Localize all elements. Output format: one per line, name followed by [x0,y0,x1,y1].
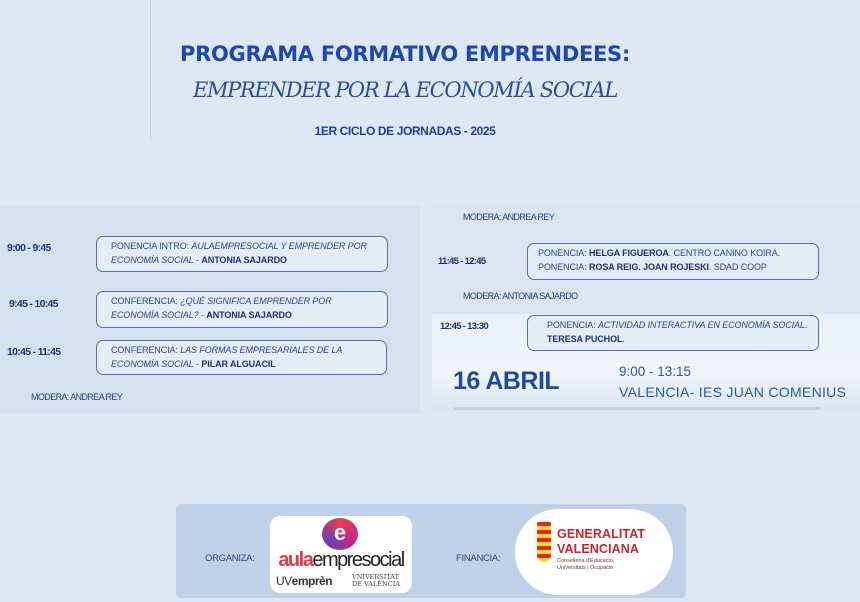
moderator-label: MODERA: ANTONIA SAJARDO [463,291,578,301]
session-kind: CONFERENCIA: [111,296,181,306]
session-topic: LAS FORMAS EMPRESARIALES DE LA ECONOMÍA SOCIAL [111,345,342,369]
gv-department: Conselleria d'Educació, Universitats i Ocupació [557,558,615,572]
session-kind: PONENCIA: [547,320,599,330]
session-topic: ¿QUÉ SIGNIFICA EMPRENDER POR ECONOMÍA SOCIAL? [111,296,332,320]
event-venue: VALENCIA- IES JUAN COMENIUS [619,384,847,400]
session-speaker: TERESA PUCHOL [547,333,623,344]
panel-underline [454,407,820,410]
session-line: PONENCIA: HELGA FIGUEROA. CENTRO CANINO KOIRA. [538,248,781,258]
aulaempresocial-logo [270,516,412,593]
session-time: 11:45 - 12:45 [438,256,486,267]
event-date: 16 ABRIL [453,367,560,395]
session-kind: CONFERENCIA: [111,345,181,355]
aula-mark-icon: e [322,518,358,550]
moderator-label: MODERA: ANDREA REY [31,392,123,402]
cycle-label: 1ER CICLO DE JORNADAS - 2025 [314,124,496,138]
session-line: PONENCIA: ROSA REIG. JOAN ROJESKI. SDAD COOP [538,261,767,272]
session-box: PONENCIA INTRO: AULAEMPRESOCIAL Y EMPRENDER POR ECONOMÍA SOCIAL - ANTONIA SAJARDO [96,236,388,272]
university-wordmark: VNIVERSITAT DE VALÈNCIA [352,573,400,589]
session-time: 12:45 - 13:30 [440,321,488,332]
session-speaker: PILAR ALGUACIL [201,358,276,369]
uvempren-wordmark: UVemprèn [276,574,333,588]
organiza-label: ORGANIZA: [205,553,255,564]
financia-label: FINANCIA: [456,553,501,564]
session-speaker: ANTONIA SAJARDO [206,309,292,320]
header-divider [150,0,151,140]
session-kind: PONENCIA INTRO: [111,241,192,251]
page-subtitle: EMPRENDER POR LA ECONOMÍA SOCIAL [192,78,618,102]
session-box: CONFERENCIA: ¿QUÉ SIGNIFICA EMPRENDER POR ECONOMÍA SOCIAL? - ANTONIA SAJARDO [96,291,388,328]
crest-icon [537,522,551,562]
session-box [527,243,819,280]
session-box: PONENCIA: ACTIVIDAD INTERACTIVA EN ECONOMÍA SOCIAL. TERESA PUCHOL. [527,315,819,351]
session-topic: ACTIVIDAD INTERACTIVA EN ECONOMÍA SOCIAL [598,320,805,330]
moderator-label: MODERA: ANDREA REY [463,212,555,222]
aula-wordmark: aulaempresocial [278,549,404,571]
session-time: 9:45 - 10:45 [9,298,58,310]
session-topic: AULAEMPRESOCIAL Y EMPRENDER POR ECONOMÍA SOCIAL [111,241,367,265]
session-time: 9:00 - 9:45 [7,242,51,254]
session-speaker: ROSA REIG. JOAN ROJESKI [589,261,709,272]
session-box: CONFERENCIA: LAS FORMAS EMPRESARIALES DE LA ECONOMÍA SOCIAL - PILAR ALGUACIL [96,340,387,375]
gv-wordmark: GENERALITAT VALENCIANA [557,527,646,556]
page-title: PROGRAMA FORMATIVO EMPRENDEES: [180,42,630,66]
session-time: 10:45 - 11:45 [7,346,61,358]
generalitat-logo [515,509,673,595]
session-speaker: HELGA FIGUEROA [589,248,669,258]
session-speaker: ANTONIA SAJARDO [201,254,287,265]
event-hours: 9:00 - 13:15 [619,364,692,379]
